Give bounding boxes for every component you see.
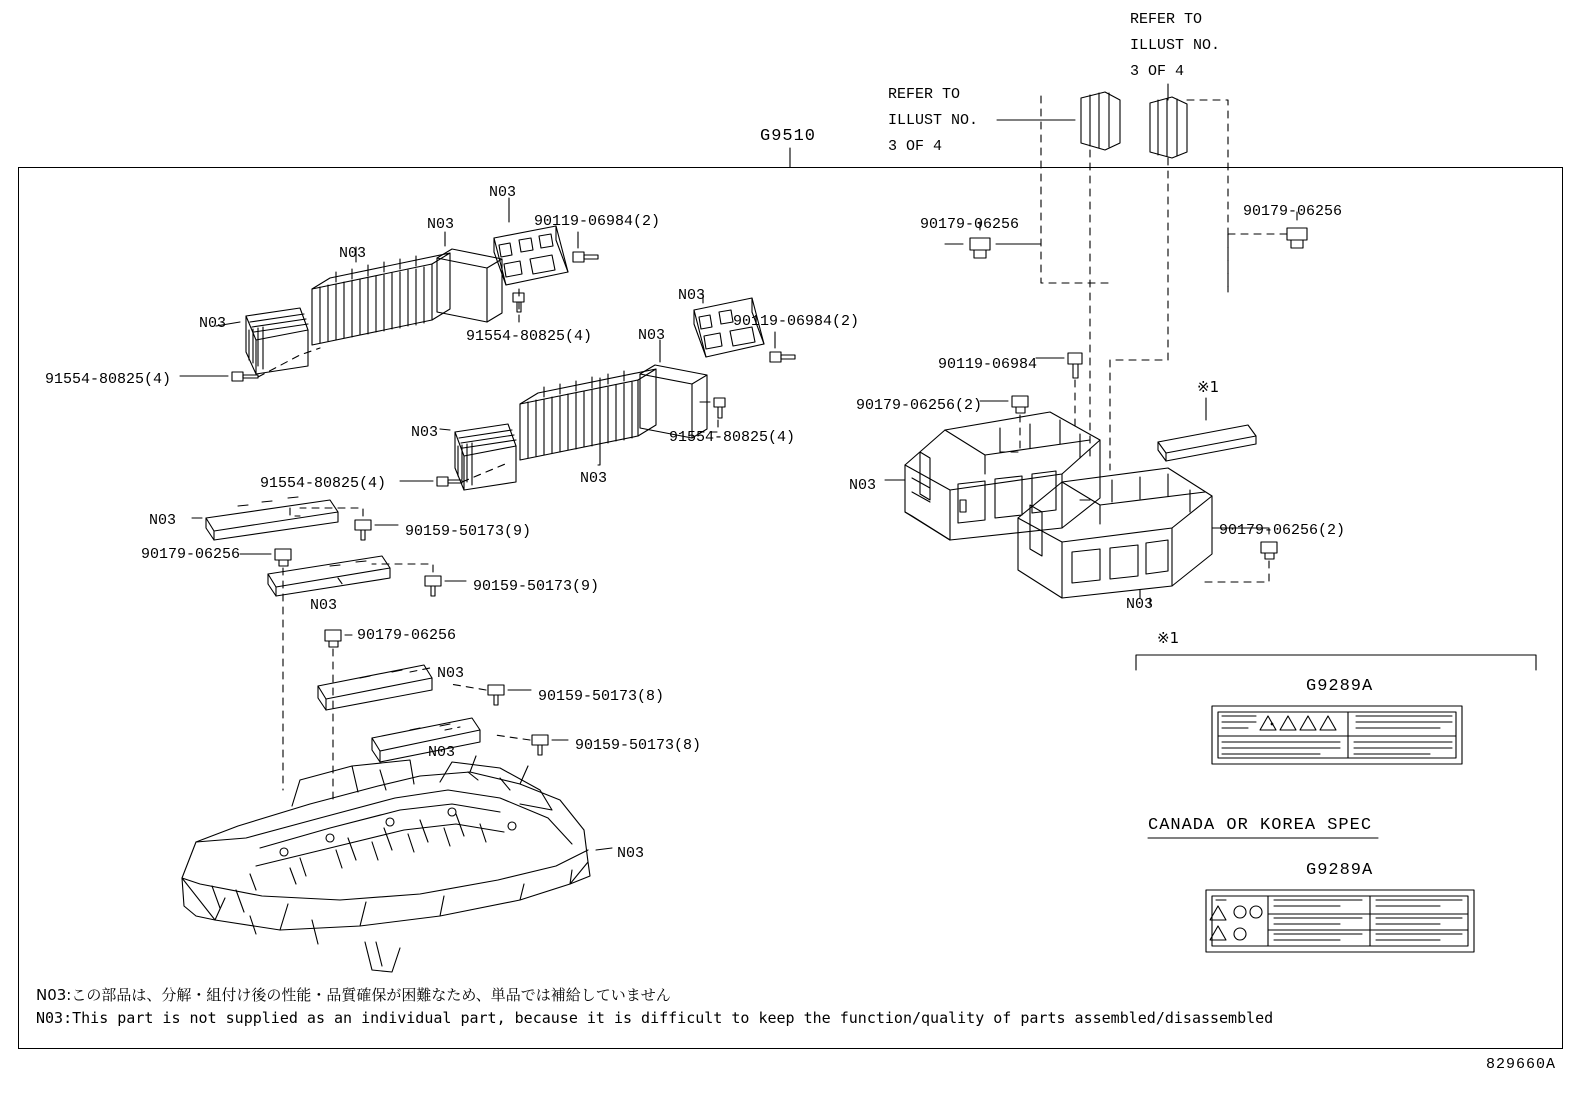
part-callout: 90119-06984 <box>938 356 1038 373</box>
part-callout: 90159-50173(9) <box>473 578 600 595</box>
part-callout: 90159-50173(8) <box>575 737 702 754</box>
diagram-frame <box>18 167 1563 1049</box>
asterisk-mark-part: ※1 <box>1197 378 1220 396</box>
spec-text-canada-korea: CANADA OR KOREA SPEC <box>1148 816 1373 835</box>
diagram-footer-code: 829660A <box>1486 1056 1557 1073</box>
part-callout: N03 <box>411 424 439 441</box>
part-callout: N03 <box>310 597 338 614</box>
part-callout: 91554-80825(4) <box>466 328 593 345</box>
part-callout: N03 <box>199 315 227 332</box>
part-callout: 91554-80825(4) <box>260 475 387 492</box>
parts-diagram-sheet: G9510 REFER TO ILLUST NO. 3 OF 4 REFER TO ILLUST NO. 3 OF 4 ※1 ※1 G9289A CANADA OR KOREA SPEC G9289A N03:この部品は、分解・組付け後の性能・品質確保が困難なため、単品では補給していません N03:This part is not supplied as an individual part, because it is difficult to keep the function/quality of parts assembled/disassembled 829660A N03 N03 N03 N03 90119-06984(2) 91554-80825(4) 91554-80825(4) N03 N03 90119-06984(2) 91554-80825(4) N03 N03 91554-80825(4) N03 90159-50173(9) 90179-06256 90159-50173(9) N03 90179-06256 N03 90159-50173(8) N03 90159-50173(8) N03 90179-06256 90179-06256 90119-06984 90179-06256(2) N03 N03 90179-06256(2) <box>0 0 1592 1099</box>
assembly-code-g9510: G9510 <box>760 127 817 146</box>
part-callout: 90159-50173(9) <box>405 523 532 540</box>
part-callout: N03 <box>339 245 367 262</box>
part-callout: 90179-06256 <box>141 546 241 563</box>
part-callout: 90159-50173(8) <box>538 688 665 705</box>
part-callout: 90179-06256 <box>920 216 1020 233</box>
part-callout: N03 <box>678 287 706 304</box>
part-callout: 90179-06256(2) <box>1219 522 1346 539</box>
label-code-g9289a-top: G9289A <box>1306 677 1374 696</box>
part-callout: N03 <box>849 477 877 494</box>
part-callout: 90179-06256 <box>1243 203 1343 220</box>
part-callout: 91554-80825(4) <box>45 371 172 388</box>
part-callout: N03 <box>1126 596 1154 613</box>
part-callout: N03 <box>427 216 455 233</box>
part-callout: 90179-06256(2) <box>856 397 983 414</box>
part-callout: N03 <box>617 845 645 862</box>
part-callout: 90119-06984(2) <box>534 213 661 230</box>
label-code-g9289a-bottom: G9289A <box>1306 861 1374 880</box>
note-english: N03:This part is not supplied as an individual part, because it is difficult to keep the function/quality of parts assembled/disassembled <box>36 1009 1274 1027</box>
part-callout: 91554-80825(4) <box>669 429 796 446</box>
asterisk-mark-bracket: ※1 <box>1157 629 1180 647</box>
part-callout: N03 <box>149 512 177 529</box>
note-japanese: N03:この部品は、分解・組付け後の性能・品質確保が困難なため、単品では補給していません <box>36 986 671 1004</box>
part-callout: N03 <box>580 470 608 487</box>
part-callout: 90179-06256 <box>357 627 457 644</box>
part-callout: N03 <box>428 744 456 761</box>
part-callout: N03 <box>638 327 666 344</box>
part-callout: 90119-06984(2) <box>733 313 860 330</box>
part-callout: N03 <box>489 184 517 201</box>
part-callout: N03 <box>437 665 465 682</box>
